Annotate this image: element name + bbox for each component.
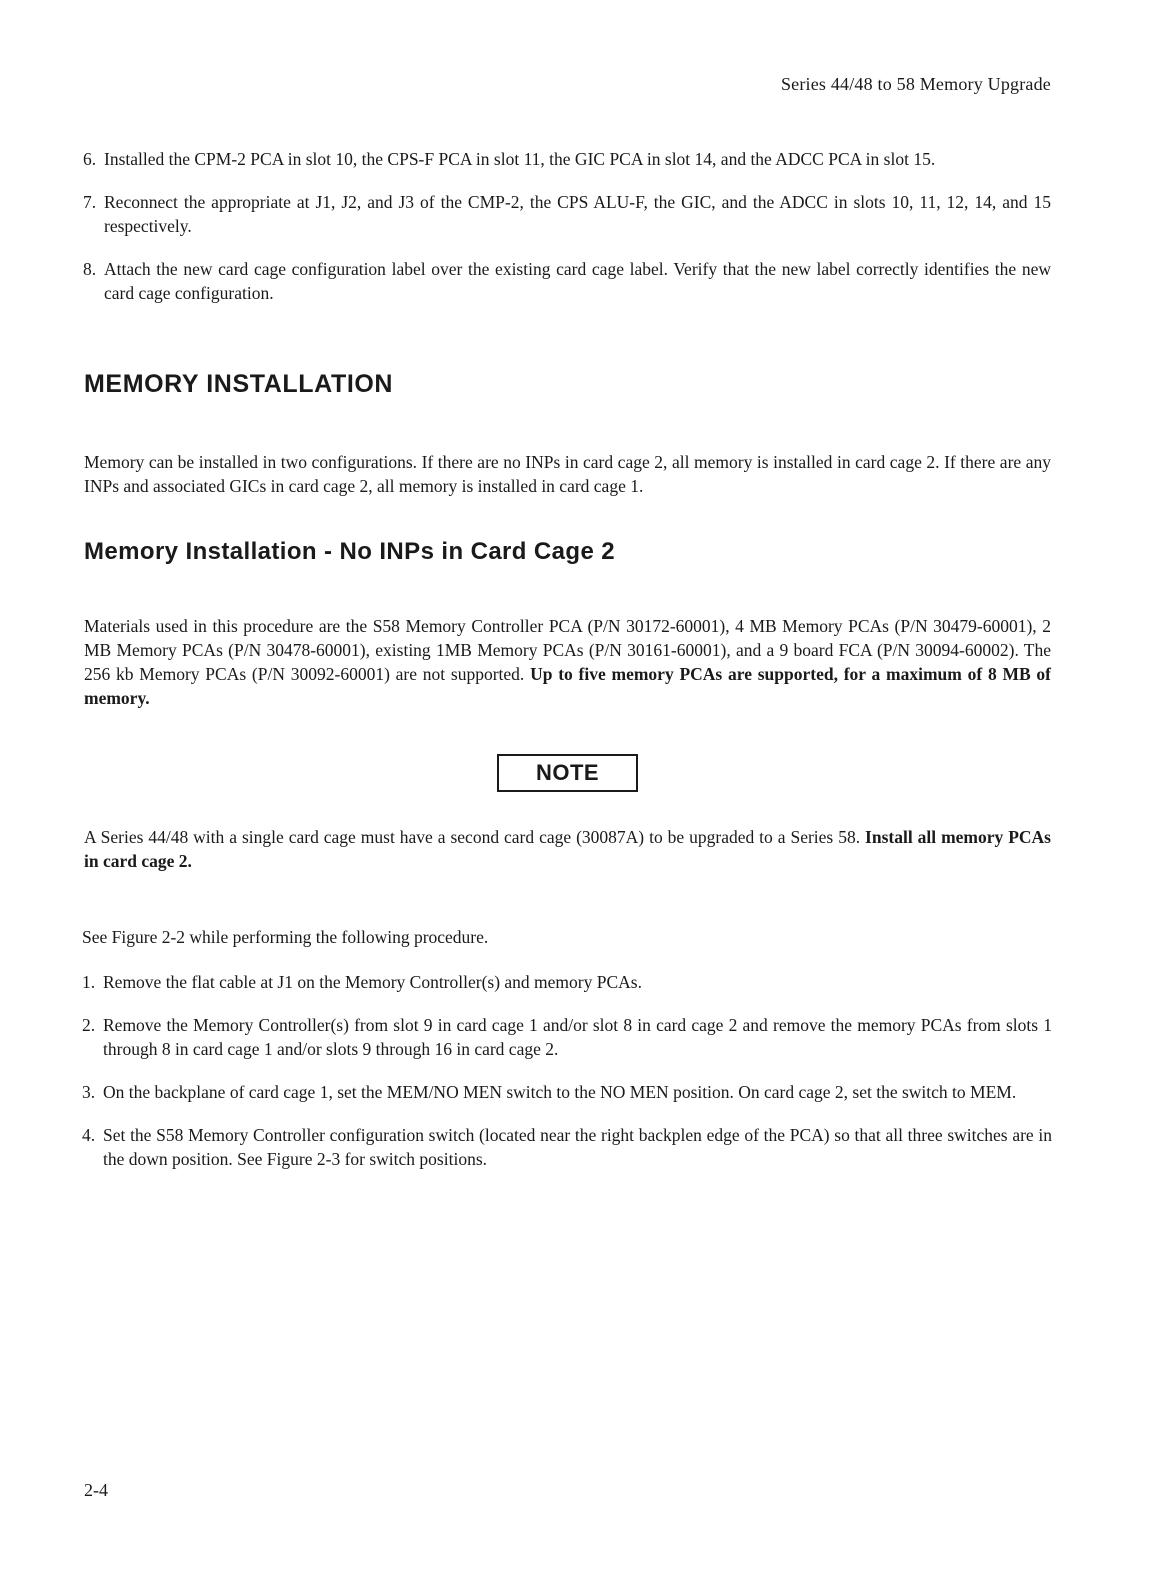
step-text: Set the S58 Memory Controller configuration switch (located near the right backplen edge of the PCA) so that all three switches are in the down position. See Figure 2-3 for switch positions. xyxy=(103,1125,1052,1169)
step-number: 3. xyxy=(82,1082,96,1102)
step-text: Remove the Memory Controller(s) from slot 9 in card cage 1 and/or slot 8 in card cage 2 and remove the memory PCAs from slots 1 through 8 in card cage 1 and/or slots 9 through 16 in card cage 2. xyxy=(103,1015,1052,1059)
step-number: 8. xyxy=(83,259,97,279)
step-item xyxy=(82,1080,1052,1104)
materials-bold-text: Up to five memory PCAs are supported, for a maximum of 8 MB of memory. xyxy=(84,664,1051,708)
step-item xyxy=(82,970,1052,994)
step-number: 6. xyxy=(83,149,97,169)
materials-paragraph xyxy=(84,614,1051,710)
note-label: NOTE xyxy=(535,760,600,785)
step-list-memory xyxy=(82,970,1052,1190)
note-text: A Series 44/48 with a single card cage must have a second card cage (30087A) to be upgraded to a Series 58. xyxy=(84,827,866,847)
step-item xyxy=(83,147,1051,171)
section-intro-paragraph: Memory can be installed in two configurations. If there are no INPs in card cage 2, all memory is installed in card cage 2. If there are any INPs and associated GICs in card cage 2, all memory is installed in card cage 1. xyxy=(84,452,1051,496)
step-number: 1. xyxy=(82,972,96,992)
step-item xyxy=(82,1123,1052,1171)
step-text: Remove the flat cable at J1 on the Memory Controller(s) and memory PCAs. xyxy=(103,972,642,992)
step-item xyxy=(83,190,1051,238)
section-heading: MEMORY INSTALLATION xyxy=(84,370,394,398)
materials-text: Materials used in this procedure are the S58 Memory Controller PCA (P/N 30172-60001), 4 MB Memory PCAs (P/N 30479-60001), 2 MB Memory PCAs (P/N 30478-60001), existing 1MB Memory PCAs (P/N 30161-60001), and a 9 board FCA (P/N 30094-60002). The 256 kb Memory PCAs (P/N 30092-60001) are not supported. xyxy=(84,616,1051,684)
step-number: 7. xyxy=(83,192,97,212)
step-number: 2. xyxy=(82,1015,96,1035)
see-figure-paragraph: See Figure 2-2 while performing the following procedure. xyxy=(82,927,489,947)
note-bold-text: Install all memory PCAs in card cage 2. xyxy=(84,827,1051,871)
page-number: 2-4 xyxy=(84,1480,108,1500)
step-text: Installed the CPM-2 PCA in slot 10, the CPS-F PCA in slot 11, the GIC PCA in slot 14, and the ADCC PCA in slot 15. xyxy=(104,149,936,169)
step-number: 4. xyxy=(82,1125,96,1145)
step-text: Reconnect the appropriate at J1, J2, and J3 of the CMP-2, the CPS ALU-F, the GIC, and the ADCC in slots 10, 11, 12, 14, and 15 respectively. xyxy=(104,192,1051,236)
running-header: Series 44/48 to 58 Memory Upgrade xyxy=(780,74,1051,94)
subsection-heading: Memory Installation - No INPs in Card Cage 2 xyxy=(84,538,616,565)
note-box xyxy=(497,754,638,792)
step-text: On the backplane of card cage 1, set the MEM/NO MEN switch to the NO MEN position. On card cage 2, set the switch to MEM. xyxy=(103,1082,1017,1102)
step-list-card-cage xyxy=(83,147,1051,324)
step-item xyxy=(82,1013,1052,1061)
step-item xyxy=(83,257,1051,305)
note-paragraph xyxy=(84,825,1051,873)
step-text: Attach the new card cage configuration label over the existing card cage label. Verify that the new label correctly identifies the new card cage configuration. xyxy=(104,259,1051,303)
